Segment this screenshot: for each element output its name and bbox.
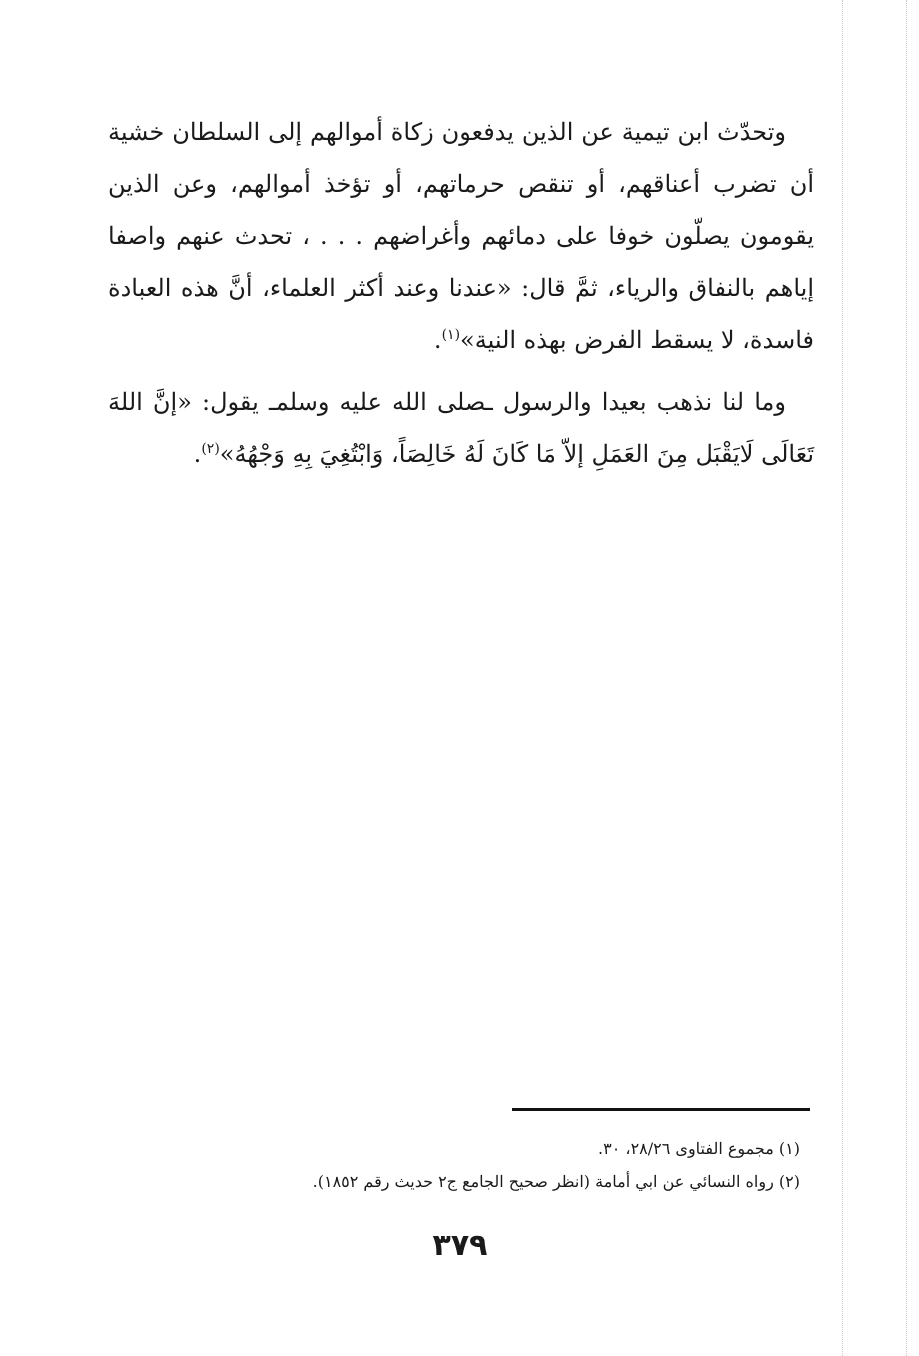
paragraph-end: .	[433, 326, 442, 354]
footnote-reference: (١)	[441, 327, 461, 343]
scan-edge-dots-far-right	[906, 0, 907, 1356]
footnote-reference: (٢)	[201, 441, 220, 457]
footnote: (١) مجموع الفتاوى ٢٨/٢٦، ٣٠.	[598, 1139, 800, 1158]
page-number: ٣٧٩	[432, 1228, 488, 1263]
paragraph-text: وما لنا نذهب بعيدا والرسول ـصلى الله عليه وسلمـ يقول: «إنَّ اللهَ تَعَالَى لَايَقْبَل مِنَ العَمَلِ إلاّ مَا كَانَ لَهُ خَالِصَاً، وَابْتُغِيَ بِهِ وَجْهُهُ»	[108, 388, 814, 468]
scan-edge-dots-right	[842, 0, 843, 1356]
footnote-divider	[512, 1108, 810, 1111]
footnote: (٢) رواه النسائي عن ابي أمامة (انظر صحيح الجامع ج٢ حديث رقم ١٨٥٢).	[312, 1172, 800, 1191]
paragraph	[108, 106, 814, 366]
footnotes	[200, 1132, 800, 1198]
paragraph	[108, 376, 814, 480]
paragraph-text: وتحدّث ابن تيمية عن الذين يدفعون زكاة أموالهم إلى السلطان خشية أن تضرب أعناقهم، أو تنقص حرماتهم، أو تؤخذ أموالهم، وعن الذين يقومون يصلّون خوفا على دمائهم وأغراضهم . . . ، تحدث عنهم واصفا إياهم بالنفاق والرياء، ثمَّ قال: «عندنا وعند أكثر العلماء، أنَّ هذه العبادة فاسدة، لا يسقط الفرض بهذه النية»	[108, 118, 814, 354]
paragraph-end: .	[193, 440, 202, 468]
main-text	[108, 106, 814, 480]
